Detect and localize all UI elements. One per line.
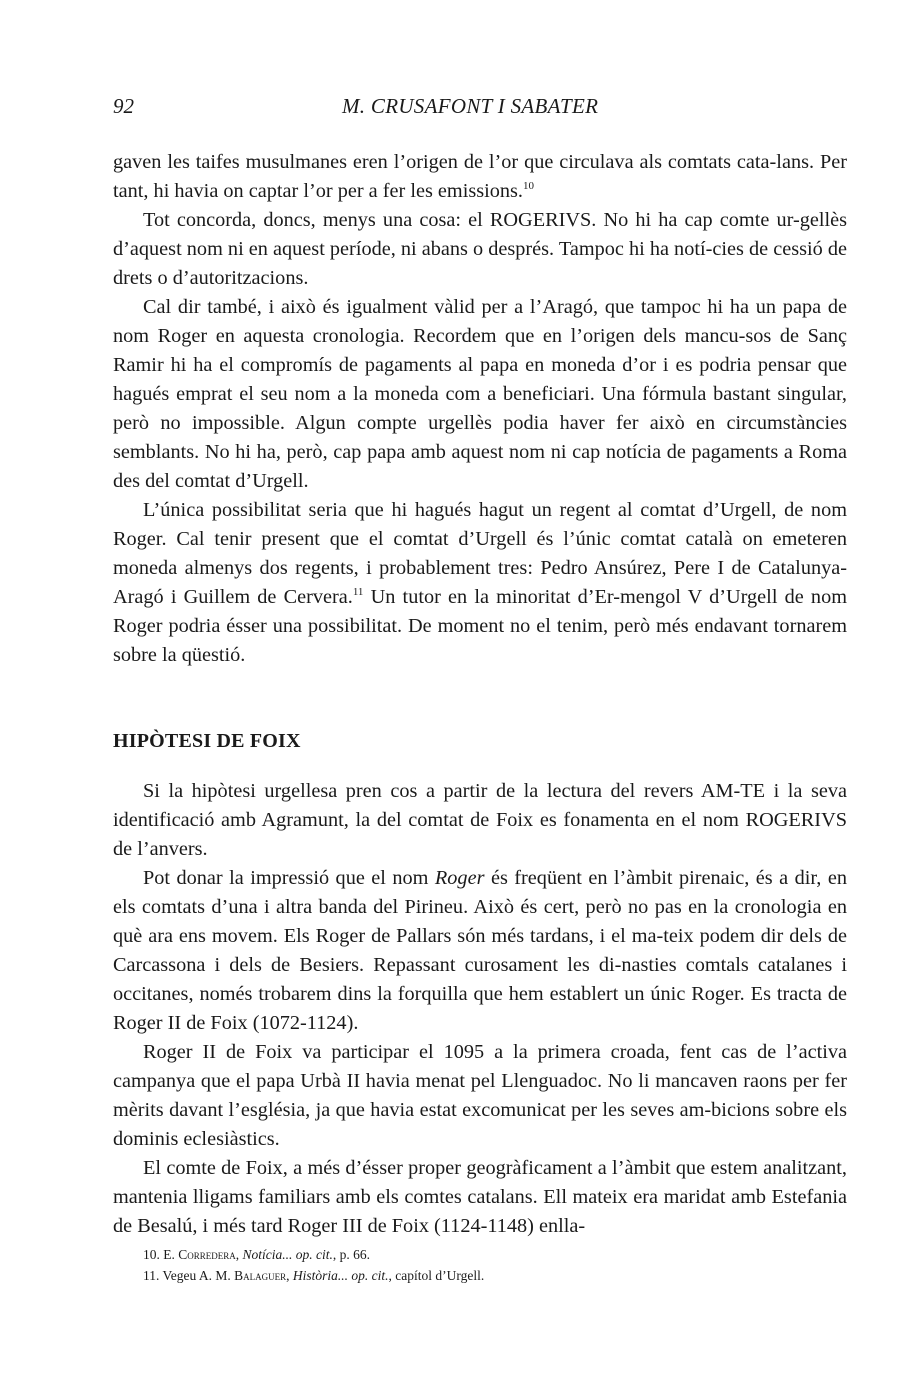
footnote-number: 11. Vegeu A. M. [143,1268,235,1283]
paragraph: Cal dir també, i això és igualment vàlid per a l’Aragó, que tampoc hi ha un papa de nom Roger en aquesta cronologia. Recordem que en l’origen dels mancu-sos de Sanç Ramir hi ha el compromís de pagaments al papa en moneda d’or i es podria pensar que hagués emprat el seu nom a la moneda com a beneficiari. Una fórmula bastant singular, però no impossible. Algun compte urgellès podia haver fer això en circumstàncies semblants. No hi ha, però, cap papa amb aquest nom ni cap notícia de pagaments a Roma des del comtat d’Urgell. [113,296,847,492]
footnote-rest: , capítol d’Urgell. [388,1268,485,1283]
paragraph-text: gaven les taifes musulmanes eren l’origen de l’or que circulava als comtats cata-lans. Per tant, hi havia on captar l’or per a fer les emissions. [113,151,847,202]
footnote-ref: 10 [523,180,534,192]
paragraph: Roger II de Foix va participar el 1095 a la primera croada, fent cas de l’activa campanya que el papa Urbà II havia menat pel Llenguadoc. No li mancaven raons per fer mèrits davant l’església, ja que havia estat excomunicat per les seves am-bicions sobre els dominis eclesiàstics. [113,1041,847,1150]
paragraph [113,496,847,670]
paragraph-text: Pot donar la impressió que el nom [143,867,435,889]
footnote-separator: , [235,1247,243,1262]
page-number: 92 [113,94,134,118]
paragraph [113,148,847,206]
paragraph-text: Un tutor en la minoritat d’Er-mengol V d’Urgell de nom Roger podria ésser una possibilitat. De moment no el tenim, però més endavant tornarem sobre la qüestió. [113,586,847,666]
footnote-separator: , [286,1268,293,1283]
footnote [143,1244,843,1265]
emphasis: Roger [434,867,485,889]
footnotes [143,1244,843,1286]
paragraph-text: L’única possibilitat seria que hi hagués hagut un regent al comtat d’Urgell, de nom Roger. Cal tenir present que el comtat d’Urgell és l’únic comtat català on emeteren moneda almenys dos regents, i probablement tres: Pedro Ansúrez, Pere I de Catalunya-Aragó i Guillem de Cervera. [113,499,847,608]
footnote-title: Història... op. cit. [292,1268,389,1283]
section-heading: HIPÒTESI DE FOIX [113,730,301,752]
footnote-author: Balaguer [234,1268,287,1283]
footnote-rest: , p. 66. [332,1247,371,1262]
paragraph: Si la hipòtesi urgellesa pren cos a partir de la lectura del revers AM-TE i la seva identificació amb Agramunt, la del comtat de Foix es fonamenta en el nom ROGERIVS de l’anvers. [113,780,847,860]
page-header [113,94,847,122]
paragraph: Tot concorda, doncs, menys una cosa: el ROGERIVS. No hi ha cap comte ur-gellès d’aquest nom ni en aquest període, ni abans o després. Tampoc hi ha notí-cies de cessió de drets o d’autoritzacions. [113,209,847,289]
body-text [113,148,847,1241]
footnote-ref: 11 [352,586,364,598]
running-title: M. CRUSAFONT I SABATER [342,94,599,118]
footnote [143,1265,843,1286]
paragraph: El comte de Foix, a més d’ésser proper geogràficament a l’àmbit que estem analitzant, mantenia lligams familiars amb els comtes catalans. Ell mateix era maridat amb Estefania de Besalú, i més tard Roger III de Foix (1124-1148) enlla- [113,1157,847,1237]
paragraph-text: és freqüent en l’àmbit pirenaic, és a dir, en els comtats d’una i altra banda del Pirineu. Això és cert, però no pas en la cronologia en què ara ens movem. Els Roger de Pallars són més tardans, i el ma-teix podem dir dels de Carcassona i dels de Besiers. Repassant curosament les di-nasties comtals catalanes i occitanes, només trobarem dins la forquilla que hem establert un únic Roger. Es tracta de Roger II de Foix (1072-1124). [113,867,847,1034]
paragraph [113,864,847,1038]
footnote-title: Notícia... op. cit. [242,1247,333,1262]
footnote-number: 10. E. [143,1247,179,1262]
footnote-author: Corredera [178,1247,236,1262]
